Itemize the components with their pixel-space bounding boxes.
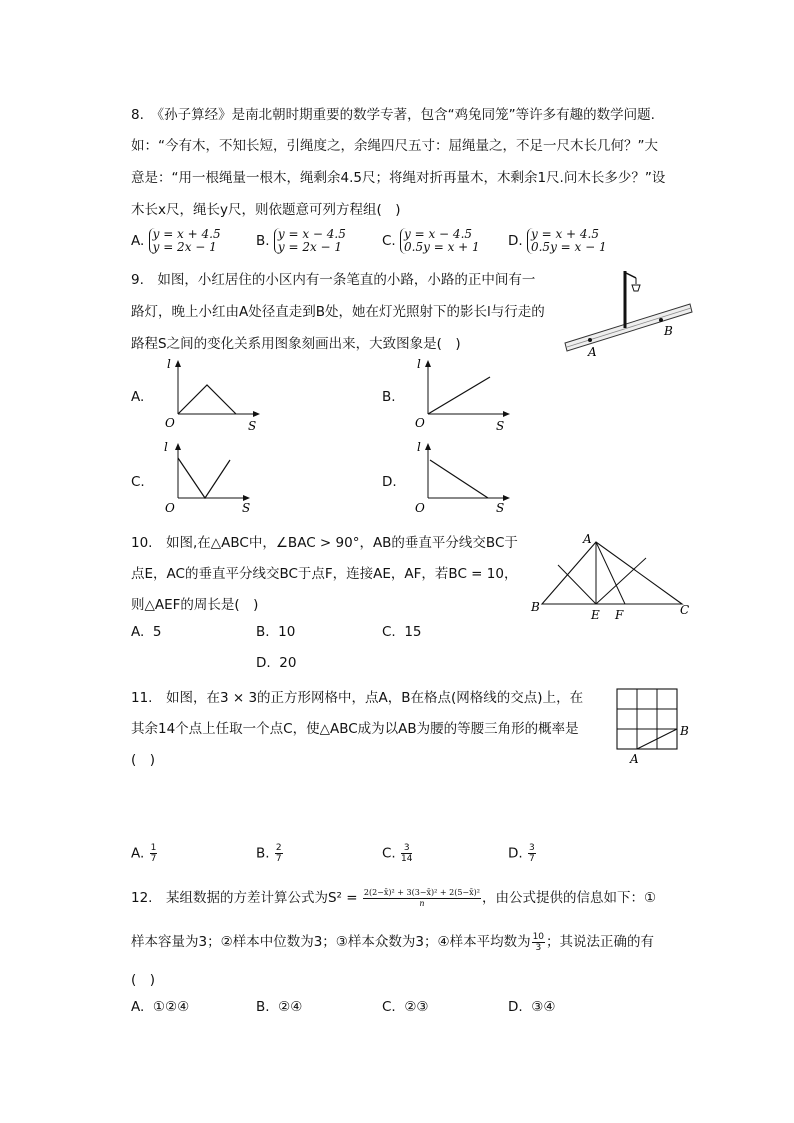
point-b-label: B bbox=[664, 324, 673, 338]
svg-text:l: l bbox=[164, 440, 168, 454]
svg-text:O: O bbox=[165, 416, 175, 430]
q8-option-a[interactable]: A. y = x + 4.5 y = 2x − 1 bbox=[131, 227, 221, 254]
svg-text:A: A bbox=[583, 532, 592, 546]
svg-text:B: B bbox=[680, 724, 689, 738]
q12-line-2: 样本容量为3；②样本中位数为3；③样本众数为3；④样本平均数为 $\frac{10}{3}$ ；其说法正确的有 bbox=[131, 931, 655, 953]
q9-option-b-label: B. bbox=[382, 389, 396, 405]
q11-option-b[interactable]: B. $\frac{2}{7}$ bbox=[256, 843, 282, 864]
q12-option-b[interactable]: B. ②④ bbox=[256, 999, 303, 1015]
svg-text:l: l bbox=[417, 440, 421, 454]
q11-option-c[interactable]: C. $\frac{3}{14}$ bbox=[382, 843, 413, 864]
lamp-icon bbox=[632, 285, 640, 291]
q9-option-d-label: D. bbox=[382, 474, 397, 490]
q10-line-2: 点E，AC的垂直平分线交BC于点F，连接AE，AF，若BC = 10， bbox=[131, 566, 518, 582]
svg-text:l: l bbox=[417, 357, 421, 371]
q12-option-a[interactable]: A. ①②④ bbox=[131, 999, 190, 1015]
q9-graph-d[interactable] bbox=[400, 438, 520, 520]
q9-option-a-label: A. bbox=[131, 389, 145, 405]
q8-option-c[interactable]: C. y = x − 4.5 0.5y = x + 1 bbox=[382, 227, 480, 254]
equation-system: y = x + 4.5 y = 2x − 1 bbox=[149, 228, 221, 254]
q8-line-2: 如：“今有木，不知长短，引绳度之，余绳四尺五寸：屈绳量之，不足一尺木长几何？”大 bbox=[131, 138, 658, 154]
svg-text:O: O bbox=[415, 416, 425, 430]
q10-option-a[interactable]: A. 5 bbox=[131, 624, 162, 640]
equation-system: y = x − 4.5 0.5y = x + 1 bbox=[400, 228, 480, 254]
q9-line-3: 路程S之间的变化关系用图象刻画出来，大致图象是( ) bbox=[131, 336, 461, 352]
q10-line-3: 则△AEF的周长是( ) bbox=[131, 597, 259, 613]
equation-system: y = x − 4.5 y = 2x − 1 bbox=[274, 228, 346, 254]
svg-text:C: C bbox=[680, 603, 690, 617]
variance-formula: $\frac{\text{2(2−x̄)² + 3(3−x̄)² + 2(5−x̄)²}}{n}$ bbox=[363, 887, 480, 908]
svg-text:S: S bbox=[496, 501, 505, 515]
triangle-abc-figure bbox=[528, 528, 698, 624]
q12-option-d[interactable]: D. ③④ bbox=[508, 999, 556, 1015]
svg-text:S: S bbox=[248, 419, 257, 433]
q9-line-2: 路灯，晚上小红由A处径直走到B处，她在灯光照射下的影长l与行走的 bbox=[131, 304, 545, 320]
q11-option-a[interactable]: A. $\frac{1}{7}$ bbox=[131, 843, 157, 864]
q10-line-1: 10. 如图,在△ABC中，∠BAC > 90°，AB的垂直平分线交BC于 bbox=[131, 535, 518, 551]
q11-line-3: ( ) bbox=[131, 752, 156, 768]
q11-line-2: 其余14个点上任取一个点C，使△ABC成为以AB为腰的等腰三角形的概率是 bbox=[131, 721, 579, 737]
svg-text:E: E bbox=[591, 608, 600, 622]
q8-option-b[interactable]: B. y = x − 4.5 y = 2x − 1 bbox=[256, 227, 346, 254]
svg-text:S: S bbox=[496, 419, 505, 433]
svg-text:S: S bbox=[242, 501, 251, 515]
q9-graph-b[interactable] bbox=[400, 355, 520, 435]
q10-option-c[interactable]: C. 15 bbox=[382, 624, 422, 640]
q12-option-c[interactable]: C. ②③ bbox=[382, 999, 429, 1015]
q9-line-1: 9. 如图，小红居住的小区内有一条笔直的小路，小路的正中间有一 bbox=[131, 272, 536, 288]
svg-text:l: l bbox=[167, 357, 171, 371]
svg-text:O: O bbox=[415, 501, 425, 515]
svg-text:F: F bbox=[615, 608, 624, 622]
grid-figure bbox=[610, 684, 695, 766]
q8-line-1: 8. 《孙子算经》是南北朝时期重要的数学专著，包含“鸡兔同笼”等许多有趣的数学问题. bbox=[131, 107, 655, 123]
q9-graph-a[interactable] bbox=[150, 355, 270, 435]
q12-line-3: ( ) bbox=[131, 972, 156, 988]
point-a-label: A bbox=[588, 345, 597, 359]
q11-option-d[interactable]: D. $\frac{3}{7}$ bbox=[508, 843, 535, 864]
svg-text:A: A bbox=[630, 752, 639, 766]
q8-line-3: 意是：“用一根绳量一根木，绳剩余4.5尺；将绳对折再量木，木剩余1尺.问木长多少？”设 bbox=[131, 170, 666, 186]
q10-option-d[interactable]: D. 20 bbox=[256, 655, 297, 671]
svg-text:B: B bbox=[531, 600, 540, 614]
q9-graph-c[interactable] bbox=[150, 438, 270, 520]
q11-line-1: 11. 如图，在3 × 3的正方形网格中，点A，B在格点(网格线的交点)上，在 bbox=[131, 690, 584, 706]
q10-option-b[interactable]: B. 10 bbox=[256, 624, 296, 640]
svg-text:O: O bbox=[165, 501, 175, 515]
q12-line-1: 12. 某组数据的方差计算公式为S² = $\frac{\text{2(2−x̄)² + 3(3−x̄)² + 2(5−x̄)²}}{n}$ ，由公式提供的信息如下：① bbox=[131, 887, 657, 908]
street-lamp-figure bbox=[560, 268, 695, 363]
equation-system: y = x + 4.5 0.5y = x − 1 bbox=[527, 228, 607, 254]
q8-line-4: 木长x尺，绳长y尺，则依题意可列方程组( ) bbox=[131, 202, 401, 218]
q8-option-d[interactable]: D. y = x + 4.5 0.5y = x − 1 bbox=[508, 227, 607, 254]
q9-option-c-label: C. bbox=[131, 474, 145, 490]
